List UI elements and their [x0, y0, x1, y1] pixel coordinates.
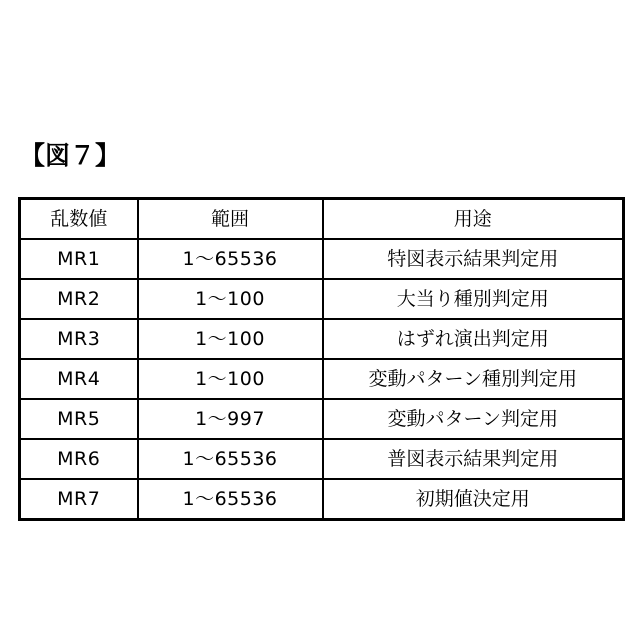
column-header-range: 範囲	[138, 199, 323, 240]
table-row	[20, 439, 624, 479]
cell-random-value: MR3	[20, 319, 138, 359]
table-row	[20, 239, 624, 279]
column-header-use: 用途	[323, 199, 624, 240]
table-row	[20, 479, 624, 520]
column-header-random-value: 乱数値	[20, 199, 138, 240]
cell-range: 1〜65536	[138, 439, 323, 479]
cell-range: 1〜100	[138, 319, 323, 359]
cell-use: はずれ演出判定用	[323, 319, 624, 359]
cell-range: 1〜65536	[138, 479, 323, 520]
table-header-row	[20, 199, 624, 240]
cell-use: 普図表示結果判定用	[323, 439, 624, 479]
cell-random-value: MR6	[20, 439, 138, 479]
random-number-table	[18, 197, 625, 521]
cell-use: 特図表示結果判定用	[323, 239, 624, 279]
figure-label: 【図７】	[20, 141, 121, 170]
random-number-table-container	[18, 197, 622, 521]
cell-random-value: MR1	[20, 239, 138, 279]
cell-range: 1〜997	[138, 399, 323, 439]
table-row	[20, 399, 624, 439]
cell-range: 1〜65536	[138, 239, 323, 279]
table-row	[20, 359, 624, 399]
cell-random-value: MR4	[20, 359, 138, 399]
cell-range: 1〜100	[138, 279, 323, 319]
cell-random-value: MR7	[20, 479, 138, 520]
cell-use: 変動パターン種別判定用	[323, 359, 624, 399]
cell-random-value: MR5	[20, 399, 138, 439]
table-row	[20, 279, 624, 319]
cell-use: 変動パターン判定用	[323, 399, 624, 439]
cell-use: 初期値決定用	[323, 479, 624, 520]
cell-range: 1〜100	[138, 359, 323, 399]
table-row	[20, 319, 624, 359]
cell-use: 大当り種別判定用	[323, 279, 624, 319]
cell-random-value: MR2	[20, 279, 138, 319]
